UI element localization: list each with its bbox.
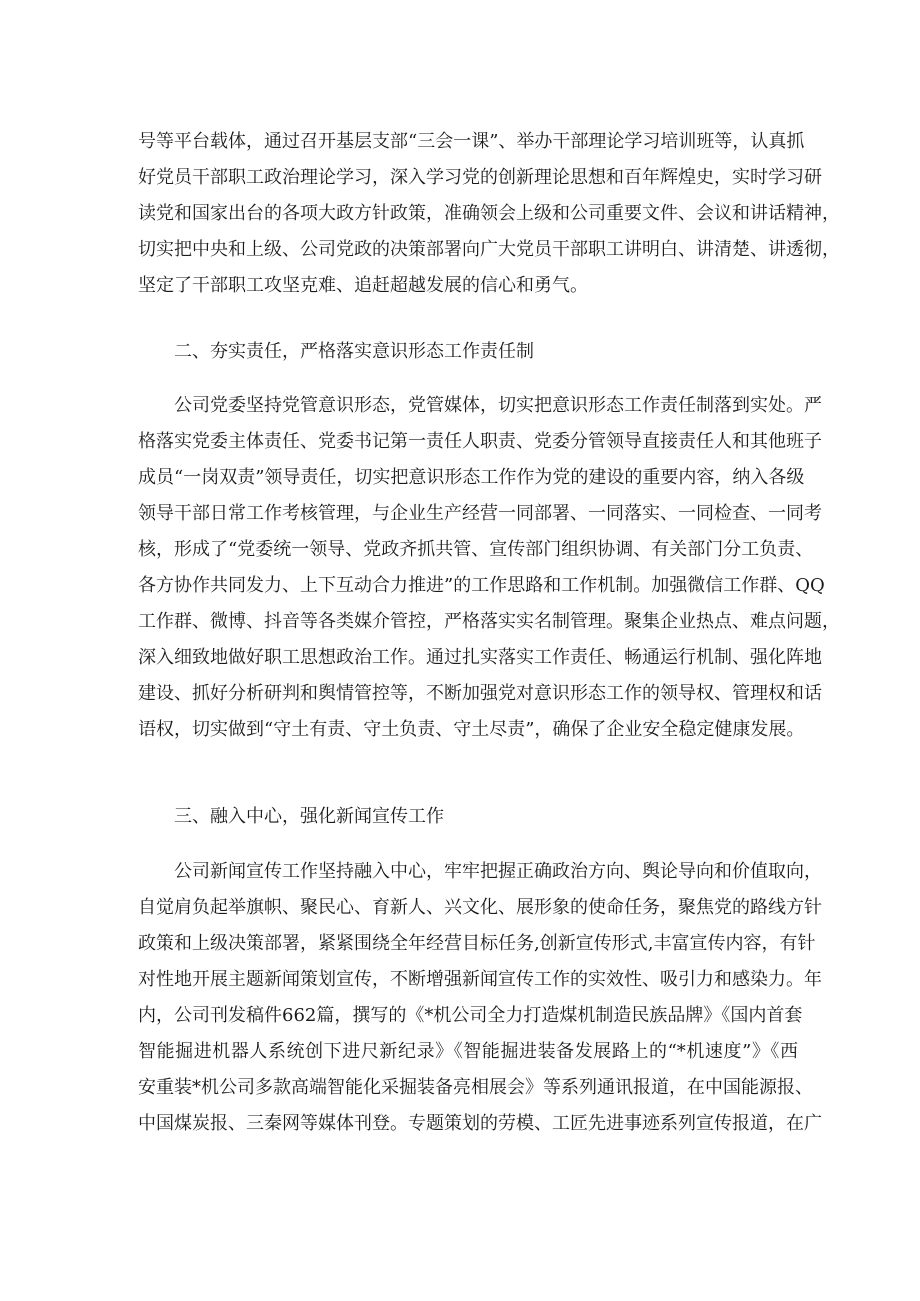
paragraph-line: 读党和国家出台的各项大政方针政策，准确领会上级和公司重要文件、会议和讲话精神， bbox=[138, 203, 840, 224]
paragraph-line: 政策和上级决策部署，紧紧围绕全年经营目标任务,创新宣传形式,丰富宣传内容，有针 bbox=[138, 933, 816, 954]
paragraph-line: 成员“一岗双责”领导责任，切实把意识形态工作作为党的建设的重要内容，纳入各级 bbox=[138, 467, 805, 488]
paragraph-line: 公司党委坚持党管意识形态，党管媒体，切实把意识形态工作责任制落到实处。严 bbox=[174, 395, 822, 416]
paragraph-line: 安重装*机公司多款高端智能化采掘装备亮相展会》等系列通讯报道，在中国能源报、 bbox=[138, 1077, 813, 1098]
paragraph-2 bbox=[138, 388, 840, 748]
paragraph-line: 格落实党委主体责任、党委书记第一责任人职责、党委分管领导直接责任人和其他班子 bbox=[138, 431, 822, 452]
paragraph-line: 公司新闻宣传工作坚持融入中心，牢牢把握正确政治方向、舆论导向和价值取向， bbox=[174, 861, 822, 882]
paragraph-line: 号等平台载体，通过召开基层支部“三会一课”、举办干部理论学习培训班等，认真抓 bbox=[138, 131, 805, 152]
paragraph-line: 切实把中央和上级、公司党政的决策部署向广大党员干部职工讲明白、讲清楚、讲透彻， bbox=[138, 239, 840, 260]
heading-text: 二、夯实责任，严格落实意识形态工作责任制 bbox=[174, 341, 534, 362]
paragraph-line: 工作群、微博、抖音等各类媒介管控，严格落实实名制管理。聚集企业热点、难点问题， bbox=[138, 611, 840, 632]
heading-text: 三、融入中心，强化新闻宣传工作 bbox=[174, 806, 444, 827]
paragraph-3 bbox=[138, 854, 822, 1142]
paragraph-line: 领导干部日常工作考核管理，与企业生产经营一同部署、一同落实、一同检查、一同考 bbox=[138, 503, 822, 524]
section-heading-3 bbox=[138, 799, 798, 835]
section-heading-2 bbox=[138, 334, 798, 370]
paragraph-line: 内，公司刊发稿件662篇，撰写的《*机公司全力打造煤机制造民族品牌》《国内首套 bbox=[138, 1005, 803, 1026]
paragraph-line: 建设、抓好分析研判和舆情管控等，不断加强党对意识形态工作的领导权、管理权和话 bbox=[138, 683, 822, 704]
paragraph-1 bbox=[138, 124, 840, 304]
paragraph-line: 中国煤炭报、三秦网等媒体刊登。专题策划的劳模、工匠先进事迹系列宣传报道，在广 bbox=[138, 1113, 822, 1134]
paragraph-line: 深入细致地做好职工思想政治工作。通过扎实落实工作责任、畅通运行机制、强化阵地 bbox=[138, 647, 822, 668]
paragraph-line: 智能掘进机器人系统创下进尺新纪录》《智能掘进装备发展路上的“*机速度”》《西 bbox=[138, 1041, 798, 1062]
paragraph-line: 自觉肩负起举旗帜、聚民心、育新人、兴文化、展形象的使命任务，聚焦党的路线方针 bbox=[138, 897, 822, 918]
paragraph-line: 好党员干部职工政治理论学习，深入学习党的创新理论思想和百年辉煌史，实时学习研 bbox=[138, 167, 822, 188]
paragraph-line: 各方协作共同发力、上下互动合力推进”的工作思路和工作机制。加强微信工作群、QQ bbox=[138, 575, 825, 596]
paragraph-line: 核，形成了“党委统一领导、党政齐抓共管、宣传部门组织协调、有关部门分工负责、 bbox=[138, 539, 814, 560]
paragraph-line: 坚定了干部职工攻坚克难、追赶超越发展的信心和勇气。 bbox=[138, 275, 588, 296]
paragraph-line: 对性地开展主题新闻策划宣传，不断增强新闻宣传工作的实效性、吸引力和感染力。年 bbox=[138, 969, 822, 990]
paragraph-line: 语权，切实做到“守土有责、守土负责、守土尽责”，确保了企业安全稳定健康发展。 bbox=[138, 719, 805, 740]
